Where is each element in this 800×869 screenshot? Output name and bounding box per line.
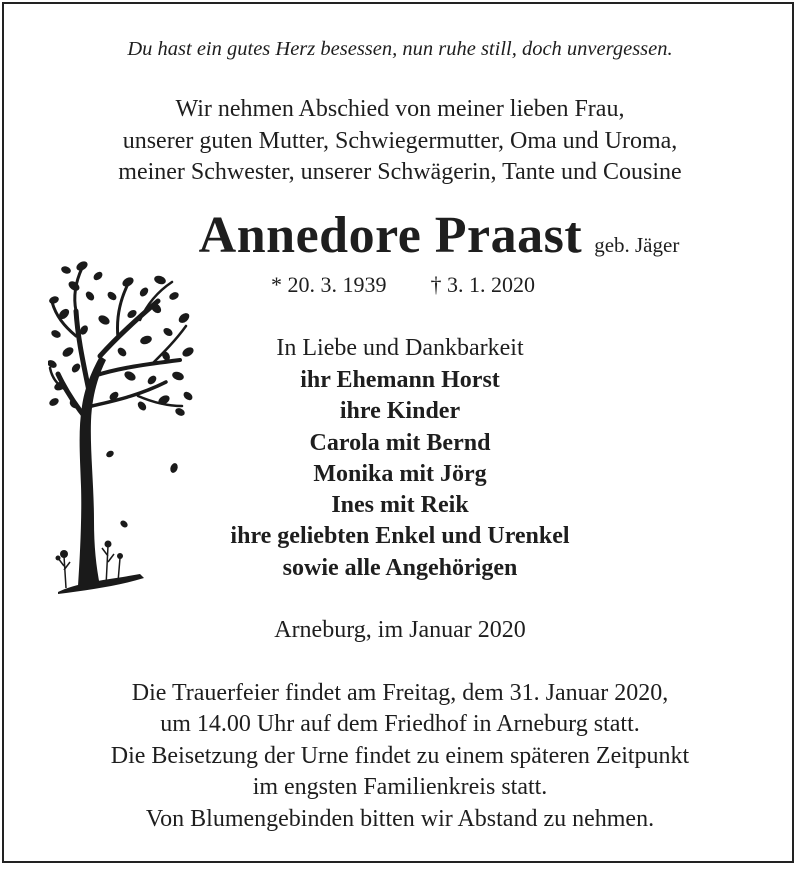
mourner-line-5: Ines mit Reik [331, 492, 469, 518]
birth-name: geb. Jäger [594, 233, 680, 257]
birth-date: * 20. 3. 1939 [271, 272, 387, 297]
mourner-line-1: ihr Ehemann Horst [300, 367, 500, 393]
mourner-line-2: ihre Kinder [339, 398, 461, 424]
deceased-name: Annedore Praast [198, 207, 583, 264]
intro-line-3: meiner Schwester, unserer Schwägerin, Tante und Cousine [118, 159, 682, 185]
death-date: † 3. 1. 2020 [430, 272, 535, 297]
funeral-info-line-5: Von Blumengebinden bitten wir Abstand zu nehmen. [145, 806, 655, 832]
mourners-intro: In Liebe und Dankbarkeit [276, 335, 524, 361]
place-date: Arneburg, im Januar 2020 [274, 617, 526, 643]
mourner-line-7: sowie alle Angehörigen [282, 555, 518, 581]
motto: Du hast ein gutes Herz besessen, nun ruhe still, doch unvergessen. [127, 38, 673, 60]
funeral-info-line-1: Die Trauerfeier findet am Freitag, dem 31. Januar 2020, [131, 680, 669, 706]
funeral-info-line-3: Die Beisetzung der Urne findet zu einem späteren Zeitpunkt [110, 743, 690, 769]
funeral-info-line-4: im engsten Familienkreis statt. [252, 774, 548, 800]
intro-line-1: Wir nehmen Abschied von meiner lieben Frau, [175, 96, 625, 122]
mourner-line-6: ihre geliebten Enkel und Urenkel [230, 523, 570, 549]
intro-line-2: unserer guten Mutter, Schwiegermutter, Oma und Uroma, [122, 128, 678, 154]
mourner-line-3: Carola mit Bernd [309, 430, 491, 456]
mourner-line-4: Monika mit Jörg [313, 461, 487, 487]
funeral-info-line-2: um 14.00 Uhr auf dem Friedhof in Arneburg statt. [160, 711, 640, 737]
